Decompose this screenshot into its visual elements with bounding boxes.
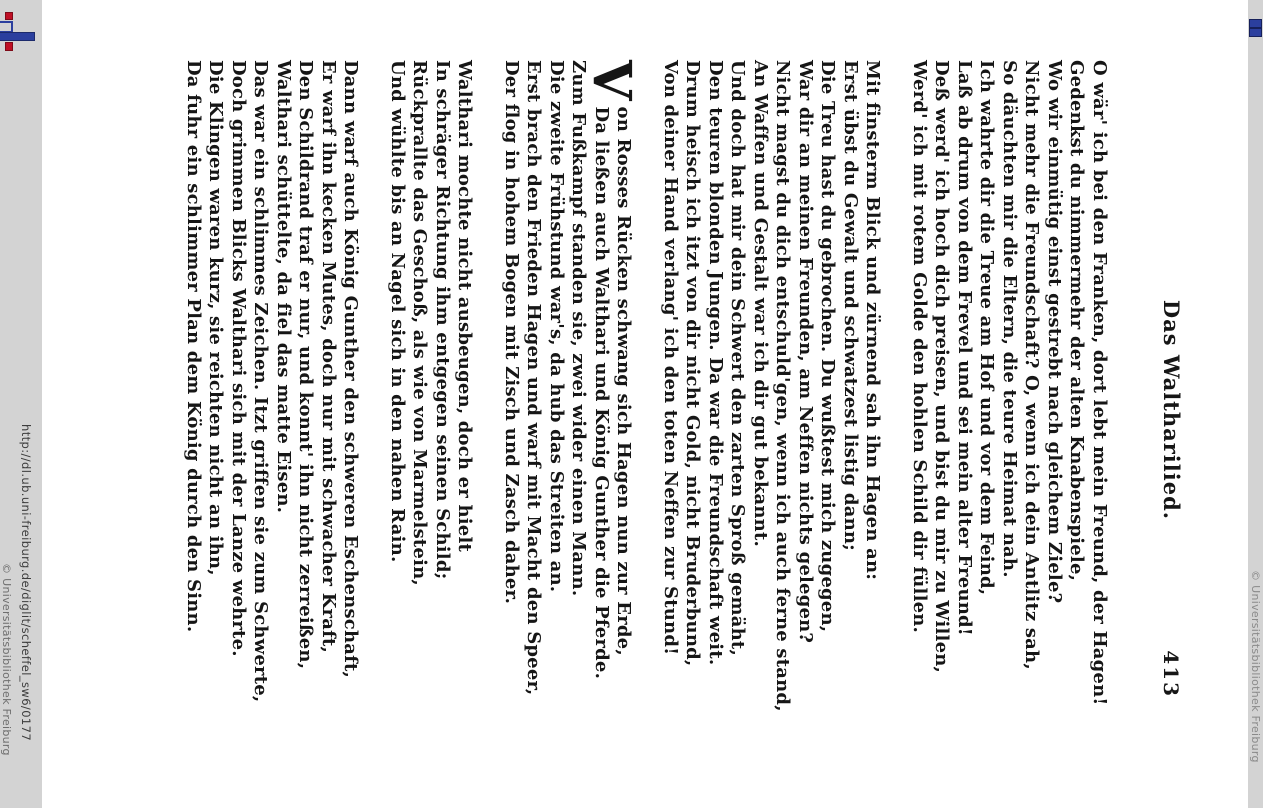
copyright-label-right: © Universitätsbibliothek Freiburg	[1249, 570, 1262, 763]
copyright-label-left: © Universitätsbibliothek Freiburg	[0, 563, 13, 756]
verse-line: O wär' ich bei den Franken, dort lebt mein Freund, der Hagen!	[1089, 60, 1110, 706]
scanned-page	[42, 0, 1248, 808]
verse-line: Zum Fußkampf standen sie, zwei wider einen Mann.	[568, 60, 590, 597]
verse-line: Erst brach den Frieden Hagen und warf mit Macht den Speer,	[523, 60, 545, 696]
verse-line: War dir an meinen Freunden, am Neffen nichts gelegen?	[795, 60, 816, 644]
verse-line: Die zweite Frühstund war's, da hub das Streiten an.	[546, 60, 567, 593]
logo-blue-square-icon	[1249, 28, 1262, 37]
page-title: Das Waltharilied.	[1159, 299, 1184, 521]
verse-line-text: on Rosses Rücken schwang sich Hagen nun zur Erde,	[613, 106, 635, 656]
verse-line: Mit finsterm Blick und zürnend sah ihn Hagen an:	[862, 60, 884, 581]
verse-line: Werd' ich mit rotem Golde den hohlen Schild dir füllen.	[909, 60, 930, 634]
stanza	[386, 60, 476, 768]
logo-red-square-icon	[5, 42, 13, 51]
verse-line: Die Treu hast du gebrochen. Du wußtest mich zugegen,	[817, 60, 839, 633]
stanza	[659, 60, 884, 768]
verse-line: Laß ab drum von dem Frevel und sei mein alter Freund!	[954, 60, 975, 636]
verse-line: Drum heisch ich itzt von dir nicht Gold, nicht Bruderbund,	[682, 60, 704, 667]
verse-line: Rückprallte das Geschoß, als wie von Marmelstein,	[409, 60, 431, 586]
verse-line: Die Klingen waren kurz, sie reichten nicht an ihn,	[205, 60, 227, 576]
stanza	[182, 60, 362, 768]
stanza	[908, 60, 1111, 768]
verse-line: An Waffen und Gestalt war ich dir gut bekannt.	[750, 60, 771, 547]
running-head	[1154, 60, 1184, 760]
logo-blue-bar-icon	[0, 32, 35, 41]
verse-line: Den Schildrand traf er nur, und konnt' ihn nicht zerreißen,	[295, 60, 317, 670]
verse-line: Gedenkst du nimmermehr der alten Knabenspiele,	[1066, 60, 1088, 582]
right-frame-strip	[1248, 0, 1263, 808]
verse-line: Walthari mochte nicht ausbeugen, doch er hielt	[454, 60, 476, 552]
verse-line: Der flog in hohem Bogen mit Zisch und Zasch daher.	[501, 60, 522, 605]
verse-line: In schräger Richtung ihm entgegen seinen Schild;	[432, 60, 453, 580]
verse-line: Walthari schüttelte, da fiel das matte Eisen.	[273, 60, 294, 514]
stanza	[500, 60, 643, 768]
source-url-label: http://dl.ub.uni-freiburg.de/diglit/scheffel_sw6/0177	[19, 424, 33, 742]
verse-line: Den teuren blonden Jungen. Da war die Freundschaft weit.	[705, 60, 726, 666]
logo-blue-square-icon	[1249, 19, 1262, 28]
verse-line: Und doch hat mir dein Schwert den zarten Sproß gemäht,	[727, 60, 749, 656]
verse-line: Und wühlte bis an Nagel sich in den nahen Rain.	[387, 60, 408, 563]
verse-line: Von deiner Hand verlang' ich den toten Neffen zur Stund!	[660, 60, 681, 656]
verse-line: Wo wir einmütig einst gestrebt nach gleichem Ziele?	[1044, 60, 1065, 604]
verse-line: Da fuhr ein schlimmer Plan dem König durch den Sinn.	[183, 60, 204, 633]
verse-line: Er warf ihn kecken Mutes, doch nur mit schwacher Kraft,	[318, 60, 339, 654]
verse-line: Das war ein schlimmes Zeichen. Itzt griffen sie zum Schwerte,	[250, 60, 272, 703]
verse-line: Da ließen auch Walthari und König Gunther die Pferde.	[591, 106, 612, 680]
verse-line: Doch grimmen Blicks Walthari sich mit der Lanze wehrte.	[228, 60, 249, 657]
verse-line: So däuchten mir die Eltern, die teure Heimat nah.	[999, 60, 1020, 578]
verse-line: Dann warf auch König Gunther den schweren Eschenschaft,	[340, 60, 362, 679]
left-frame-strip	[0, 0, 42, 808]
verse-line: Ich wahrte dir die Treue am Hof und vor dem Feind,	[976, 60, 998, 596]
drop-cap-initial: V	[581, 60, 643, 101]
page-number: 413	[1159, 650, 1183, 698]
logo-red-square-icon	[5, 12, 13, 20]
verse-line: Deß werd' ich hoch dich preisen, und bist du mir zu Willen,	[931, 60, 953, 673]
verse-line: Nicht magst du dich entschuld'gen, wenn ich auch ferne stand,	[772, 60, 794, 712]
poem-text	[182, 60, 1111, 768]
verse-line: Nicht mehr die Freundschaft? O, wenn ich dein Antlitz sah,	[1021, 60, 1043, 670]
verse-line: Erst übst du Gewalt und schwatzest listig dann;	[840, 60, 861, 551]
